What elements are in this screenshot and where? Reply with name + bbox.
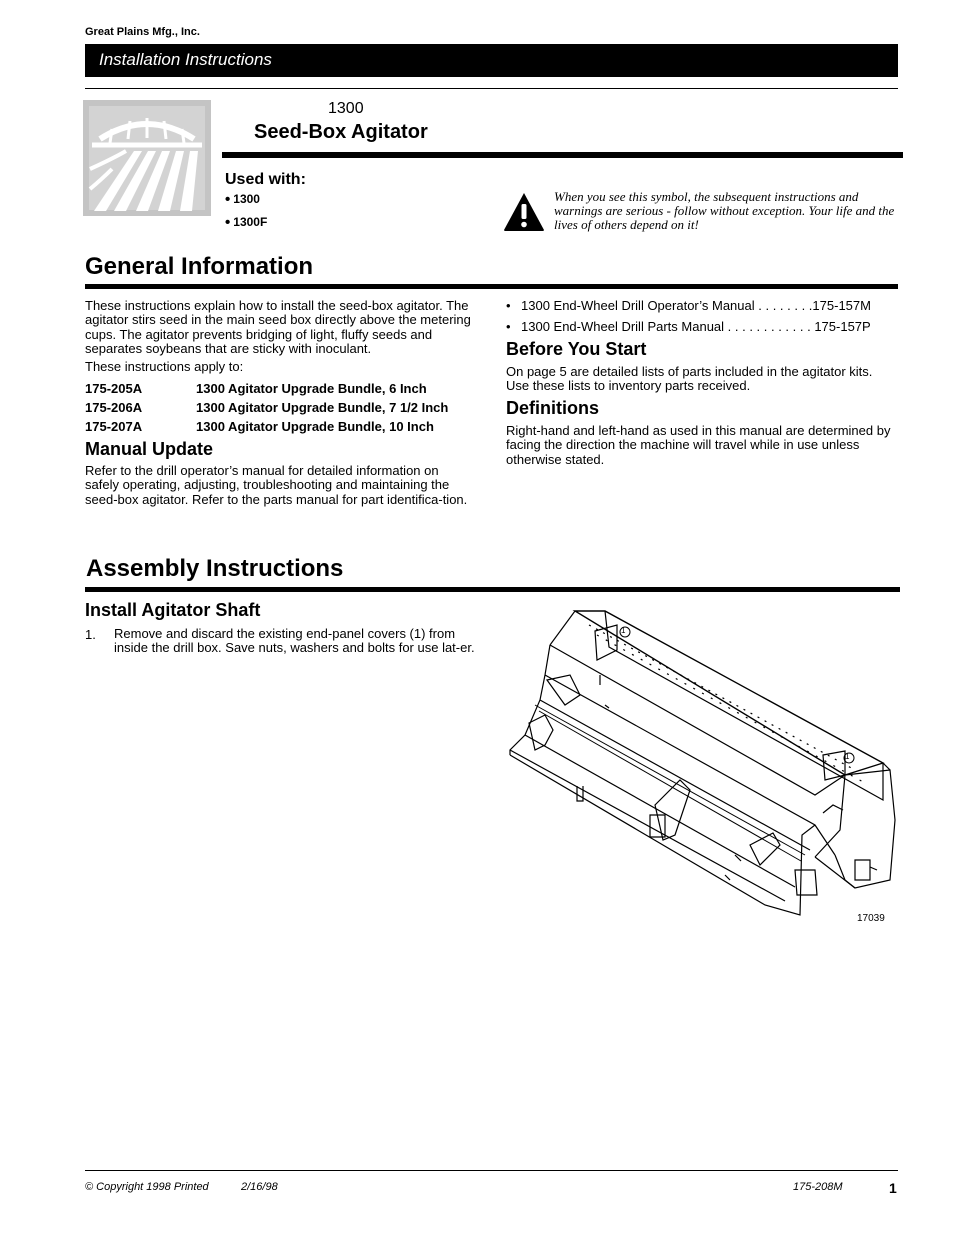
great-plains-logo [82,99,212,217]
footer-date: 2/16/98 [241,1181,278,1193]
warning-text: When you see this symbol, the subsequent instructions and warnings are serious - follow without exception. Your life and the lives of others depend on it! [554,189,895,232]
manual-list-item: • 1300 End-Wheel Drill Operator’s Manual . . . . . . . .175-157M [506,298,871,313]
before-you-start-text: On page 5 are detailed lists of parts included in the agitator kits. Use these lists to inventory parts received. [506,364,873,394]
assembly-heading: Assembly Instructions [86,555,344,582]
used-with-label: Used with: [225,171,306,188]
callout-number: 1 [845,752,850,761]
model-number: 1300 [328,100,364,117]
warning-icon [503,192,545,232]
step-number: 1. [85,627,96,642]
callout-number: 1 [621,626,626,635]
title-divider [222,152,903,158]
kit-name: 1300 Agitator Upgrade Bundle, 10 Inch [196,419,434,434]
header-bar [85,44,898,77]
definitions-heading: Definitions [506,398,599,418]
footer-copyright: © Copyright 1998 Printed [85,1181,209,1193]
manual-update-text: Refer to the drill operator’s manual for detailed information on safely operating, adjusting, troubleshooting and maintaining the seed-box agitator. Refer to the parts manual for part identifica-tion. [85,463,468,507]
step-text: Remove and discard the existing end-panel covers (1) from inside the drill box. Save nuts, washers and bolts for use lat-er. [114,626,475,656]
page-number: 1 [889,1180,897,1196]
kit-number: 175-206A [85,400,143,415]
used-with-item: • 1300F [225,214,268,231]
general-info-divider [85,284,898,289]
before-you-start-heading: Before You Start [506,339,647,359]
install-shaft-heading: Install Agitator Shaft [85,600,261,620]
figure-number: 17039 [857,913,885,924]
kit-number: 175-207A [85,419,143,434]
intro-paragraph: These instructions explain how to install the seed-box agitator. The agitator stirs seed in the main seed box directly above the metering cups. The agitator prevents bridging of light, fluffy seeds and separates soybeans that are sticky with inoculant. [85,298,471,356]
used-with-item: • 1300 [225,191,260,208]
kit-name: 1300 Agitator Upgrade Bundle, 7 1/2 Inch [196,400,449,415]
footer-divider [85,1170,898,1171]
manual-update-heading: Manual Update [85,439,214,459]
page-title: Seed-Box Agitator [254,121,428,143]
assembly-divider [85,587,900,592]
kit-number: 175-205A [85,381,143,396]
definitions-text: Right-hand and left-hand as used in this manual are determined by facing the direction the machine will travel while in use unless otherwise stated. [506,423,891,467]
seed-box-illustration [505,605,900,930]
general-info-heading: General Information [85,253,314,280]
company-name: Great Plains Mfg., Inc. [85,26,200,38]
kit-name: 1300 Agitator Upgrade Bundle, 6 Inch [196,381,427,396]
header-divider [85,88,898,89]
footer-doc-number: 175-208M [793,1181,843,1193]
manual-list-item: • 1300 End-Wheel Drill Parts Manual . . . . . . . . . . . . 175-157P [506,319,871,334]
applies-to-text: These instructions apply to: [85,359,244,374]
doc-type-label: Installation Instructions [99,50,272,69]
